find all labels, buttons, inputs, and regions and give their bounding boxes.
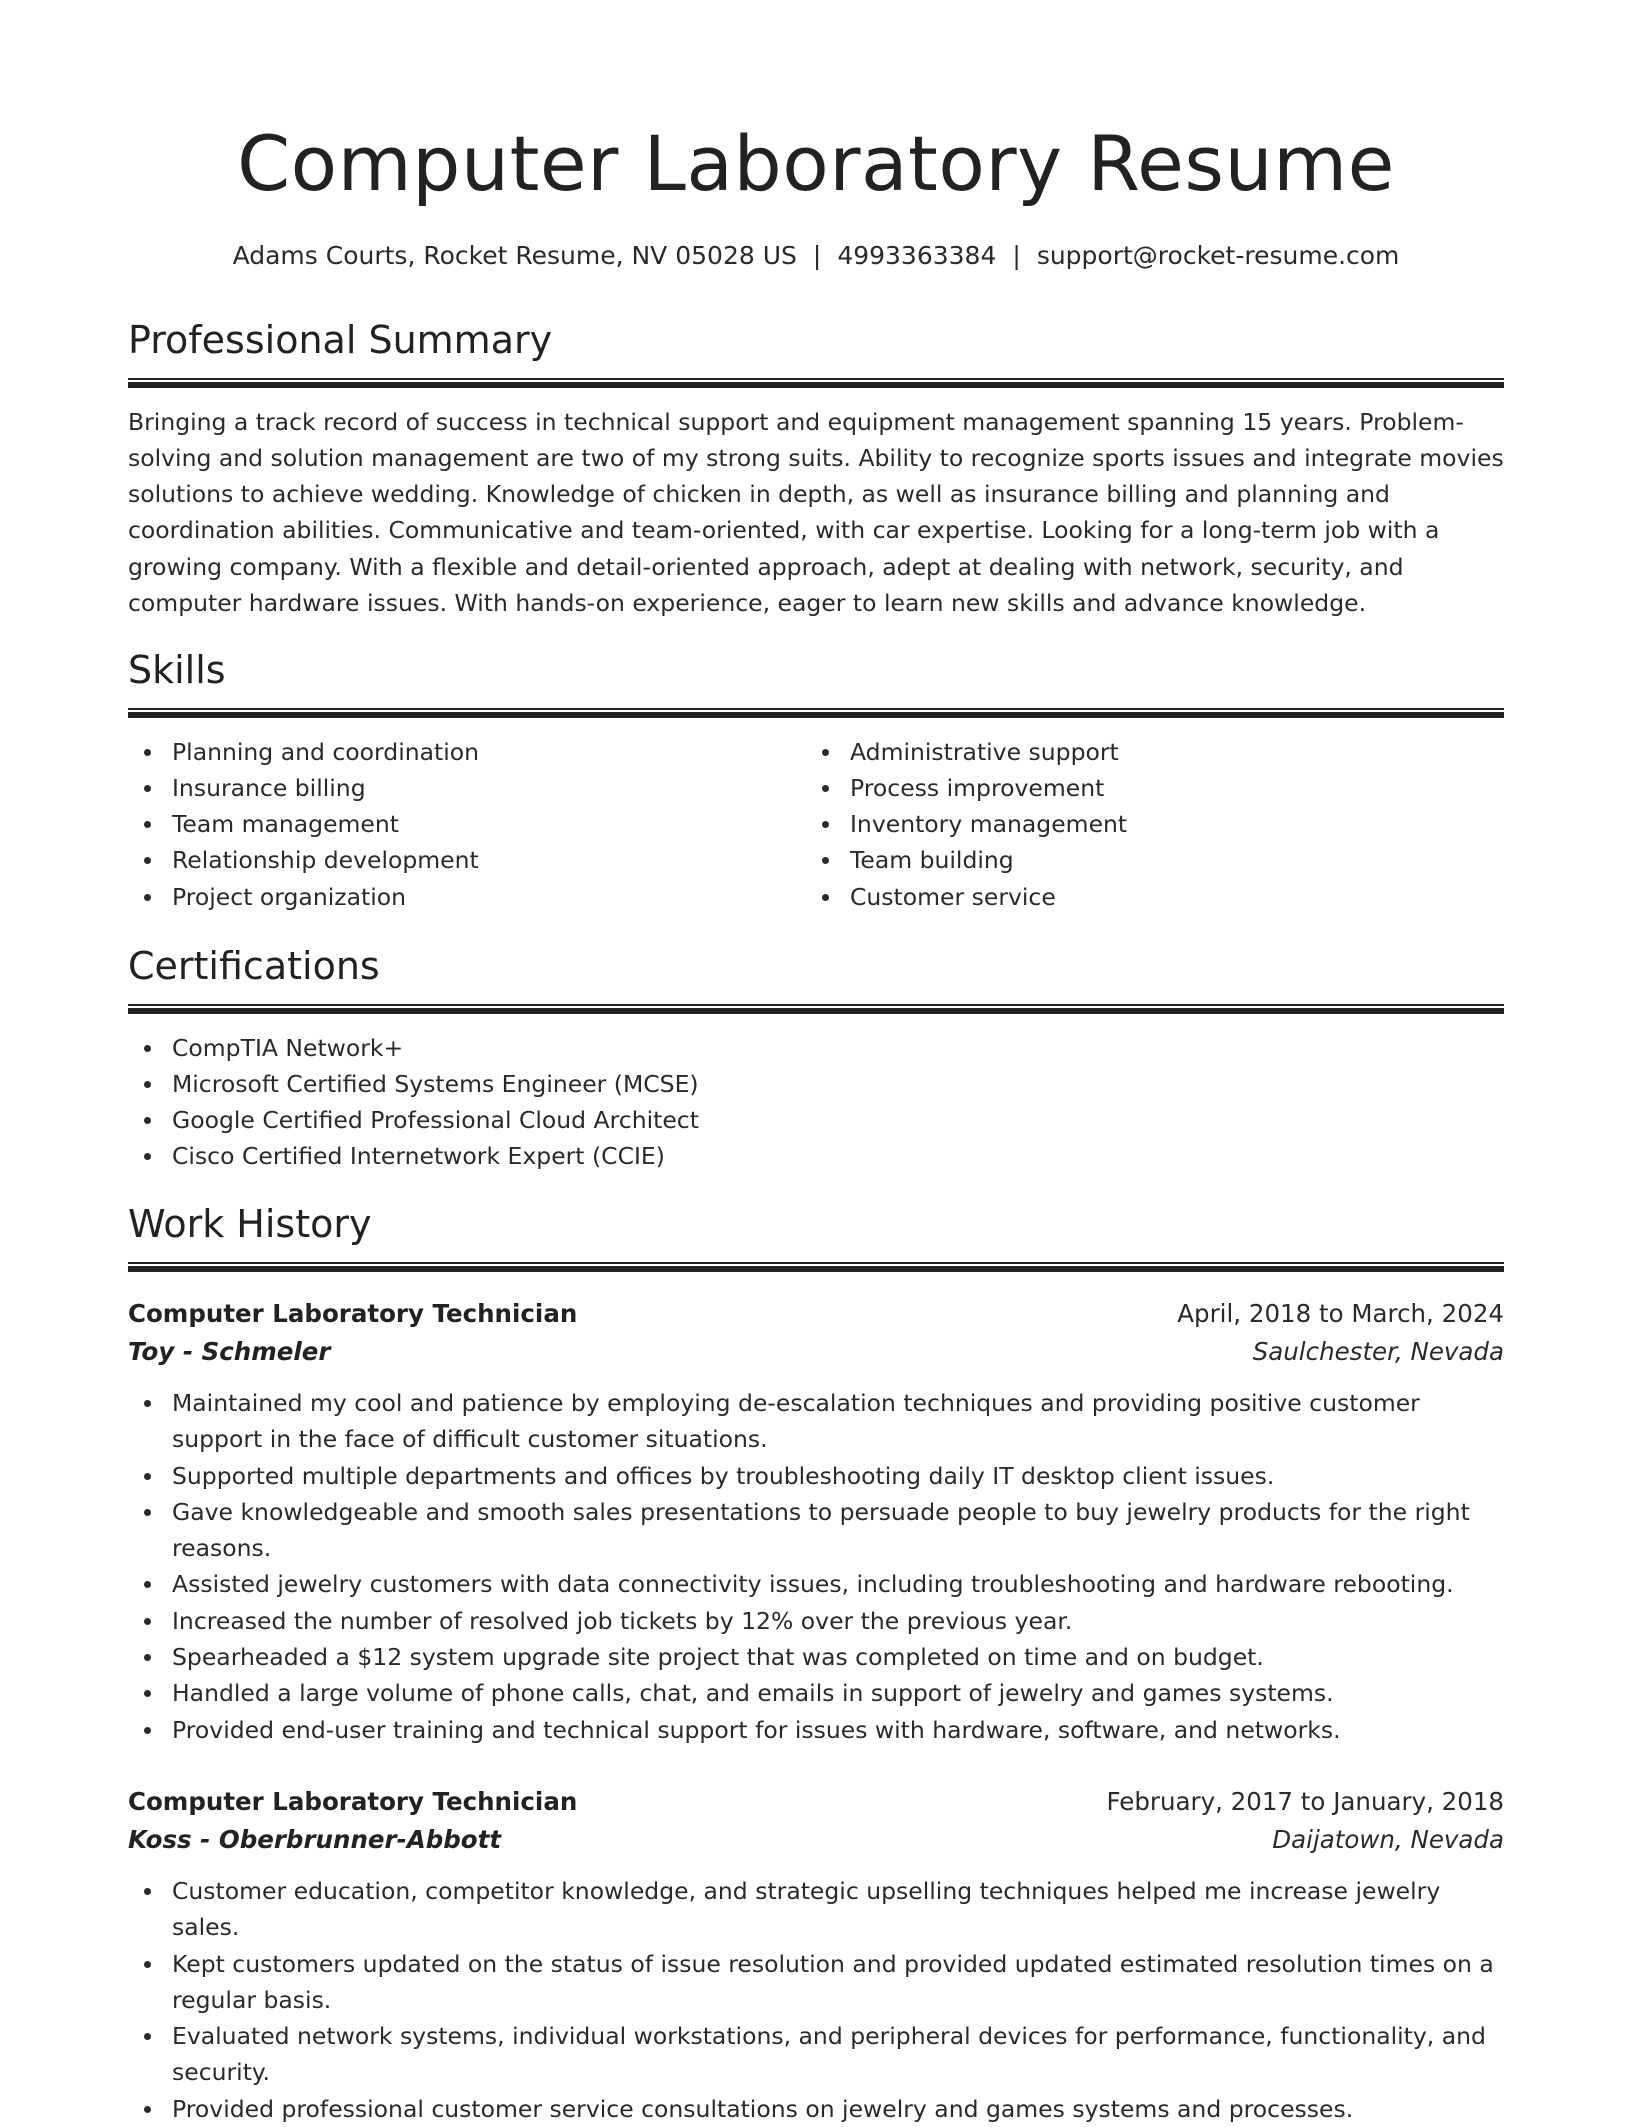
job-bullet-list [128, 1385, 1504, 1748]
contact-email: support@rocket-resume.com [1036, 241, 1400, 270]
skills-list-left [128, 734, 806, 915]
job-subheader [128, 1821, 1504, 1859]
certification-item: Cisco Certified Internetwork Expert (CCIE) [128, 1138, 1504, 1174]
job-bullet-list [128, 1873, 1504, 2127]
job-title: Computer Laboratory Technician [128, 1299, 578, 1328]
certifications-heading: Certifications [128, 944, 380, 988]
summary-section [128, 318, 1504, 621]
job-entry [128, 1783, 1504, 2127]
job-company: Toy - Schmeler [128, 1337, 331, 1366]
contact-phone: 4993363384 [837, 241, 997, 270]
skill-item: Administrative support [806, 734, 1484, 770]
certifications-list [128, 1030, 1504, 1175]
certification-item: Google Certified Professional Cloud Architect [128, 1102, 1504, 1138]
contact-separator: | [812, 241, 822, 270]
skill-item: Team management [128, 806, 806, 842]
section-divider [128, 378, 1504, 388]
job-bullet: Gave knowledgeable and smooth sales presentations to persuade people to buy jewelry products for the right reasons. [128, 1494, 1504, 1567]
certifications-section [128, 944, 1504, 1175]
skill-item: Project organization [128, 879, 806, 915]
skill-item: Relationship development [128, 842, 806, 878]
work-history-section [128, 1202, 1504, 1272]
contact-address: Adams Courts, Rocket Resume, NV 05028 US [232, 241, 797, 270]
job-header [128, 1783, 1504, 1821]
job-bullet: Increased the number of resolved job tickets by 12% over the previous year. [128, 1603, 1504, 1639]
job-location: Saulchester, Nevada [1252, 1337, 1504, 1366]
job-bullet: Maintained my cool and patience by employing de-escalation techniques and providing positive customer support in the face of difficult customer situations. [128, 1385, 1504, 1458]
job-bullet: Kept customers updated on the status of issue resolution and provided updated estimated resolution times on a regular basis. [128, 1946, 1504, 2019]
skill-item: Customer service [806, 879, 1484, 915]
certification-item: CompTIA Network+ [128, 1030, 1504, 1066]
skills-list-right [806, 734, 1484, 915]
skills-heading: Skills [128, 648, 226, 692]
job-bullet: Handled a large volume of phone calls, chat, and emails in support of jewelry and games systems. [128, 1675, 1504, 1711]
summary-text: Bringing a track record of success in technical support and equipment management spanning 15 years. Problem-solving and solution management are two of my strong suits. Ability to recognize sports issues and integrate movies solutions to achieve wedding. Knowledge of chicken in depth, as well as insurance billing and planning and coordination abilities. Communicative and team-oriented, with car expertise. Looking for a long-term job with a growing company. With a flexible and detail-oriented approach, adept at dealing with network, security, and computer hardware issues. With hands-on experience, eager to learn new skills and advance knowledge. [128, 407, 1504, 618]
section-divider [128, 1262, 1504, 1272]
job-bullet: Evaluated network systems, individual workstations, and peripheral devices for performance, functionality, and security. [128, 2018, 1504, 2091]
job-title: Computer Laboratory Technician [128, 1787, 578, 1816]
skills-section [128, 648, 1504, 915]
contact-separator: | [1012, 241, 1021, 270]
skill-item: Process improvement [806, 770, 1484, 806]
job-bullet: Customer education, competitor knowledge, and strategic upselling techniques helped me increase jewelry sales. [128, 1873, 1504, 1946]
summary-heading: Professional Summary [128, 318, 553, 362]
job-location: Daijatown, Nevada [1272, 1825, 1504, 1854]
job-bullet: Provided professional customer service consultations on jewelry and games systems and processes. [128, 2091, 1504, 2127]
job-bullet: Supported multiple departments and offices by troubleshooting daily IT desktop client issues. [128, 1458, 1504, 1494]
skill-item: Team building [806, 842, 1484, 878]
job-entry [128, 1295, 1504, 1748]
job-subheader [128, 1333, 1504, 1371]
resume-title: Computer Laboratory Resume [237, 119, 1395, 208]
job-bullet: Spearheaded a $12 system upgrade site project that was completed on time and on budget. [128, 1639, 1504, 1675]
skill-item: Insurance billing [128, 770, 806, 806]
job-company: Koss - Oberbrunner-Abbott [128, 1825, 502, 1854]
work-history-heading: Work History [128, 1202, 372, 1246]
job-bullet: Provided end-user training and technical support for issues with hardware, software, and networks. [128, 1712, 1504, 1748]
job-header [128, 1295, 1504, 1333]
job-bullet: Assisted jewelry customers with data connectivity issues, including troubleshooting and hardware rebooting. [128, 1566, 1504, 1602]
certification-item: Microsoft Certified Systems Engineer (MCSE) [128, 1066, 1504, 1102]
contact-line [128, 240, 1504, 273]
job-dates: April, 2018 to March, 2024 [1177, 1299, 1504, 1328]
skill-item: Inventory management [806, 806, 1484, 842]
section-divider [128, 1004, 1504, 1014]
section-divider [128, 708, 1504, 718]
skill-item: Planning and coordination [128, 734, 806, 770]
job-dates: February, 2017 to January, 2018 [1106, 1787, 1504, 1816]
skills-columns [128, 734, 1504, 915]
